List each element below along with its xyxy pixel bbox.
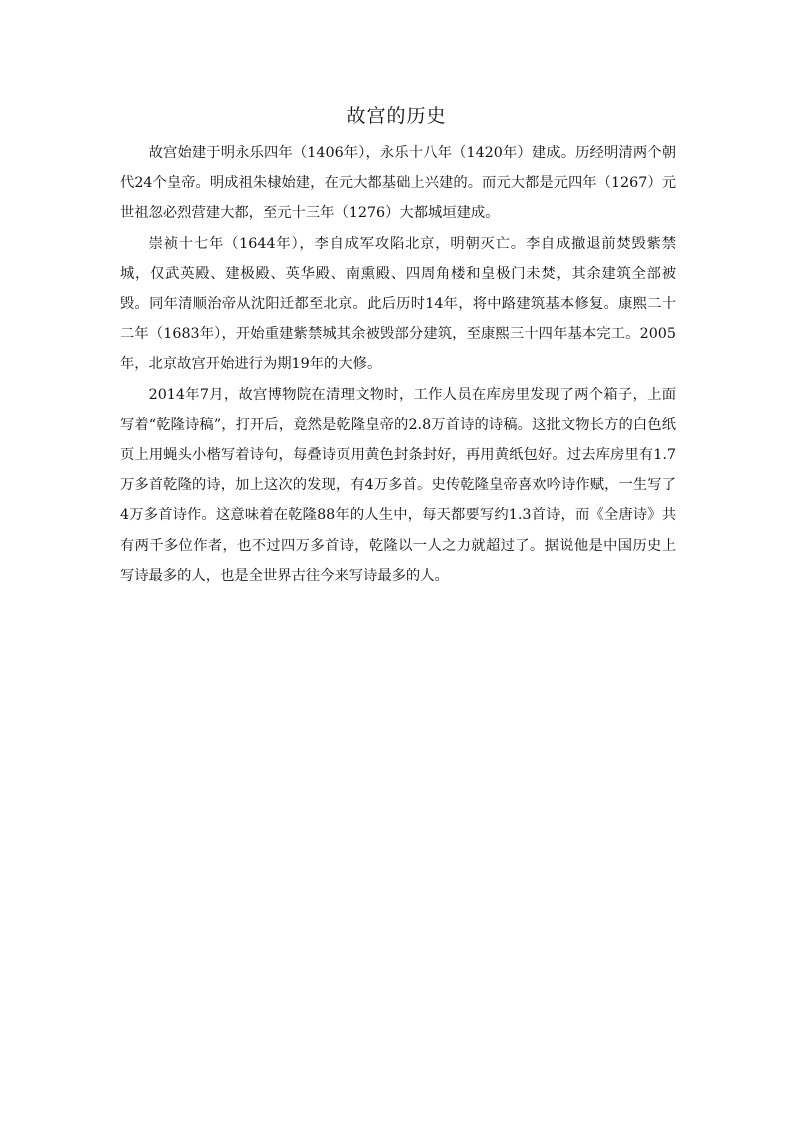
document-body (120, 138, 676, 591)
paragraph-destruction-rebuild: 崇祯十七年（1644年），李自成军攻陷北京，明朝灭亡。李自成撤退前焚毁紫禁城，仅武英殿、建极殿、英华殿、南熏殿、四周角楼和皇极门未焚，其余建筑全部被毁。同年清顺治帝从沈阳迁都至北京。此后历时14年，将中路建筑基本修复。康熙二十二年（1683年），开始重建紫禁城其余被毁部分建筑，至康熙三十四年基本完工。2005年，北京故宫开始进行为期19年的大修。 (120, 235, 676, 373)
document-title: 故宫的历史 (346, 105, 447, 127)
paragraph-qianlong-poems: 2014年7月，故宫博物院在清理文物时，工作人员在库房里发现了两个箱子，上面写着“乾隆诗稿”，打开后，竟然是乾隆皇帝的2.8万首诗的诗稿。这批文物长方的白色纸页上用蝇头小楷写着诗句，每叠诗页用黄色封条封好，再用黄纸包好。过去库房里有1.7万多首乾隆的诗，加上这次的发现，有4万多首。史传乾隆皇帝喜欢吟诗作赋，一生写了4万多首诗作。这意味着在乾隆88年的人生中，每天都要写约1.3首诗，而《全唐诗》共有两千多位作者，也不过四万多首诗，乾隆以一人之力就超过了。据说他是中国历史上写诗最多的人，也是全世界古往今来写诗最多的人。 (120, 386, 676, 584)
paragraph-construction: 故宫始建于明永乐四年（1406年），永乐十八年（1420年）建成。历经明清两个朝代24个皇帝。明成祖朱棣始建，在元大都基础上兴建的。而元大都是元四年（1267）元世祖忽必烈营建大都，至元十三年（1276）大都城垣建成。 (120, 145, 676, 222)
